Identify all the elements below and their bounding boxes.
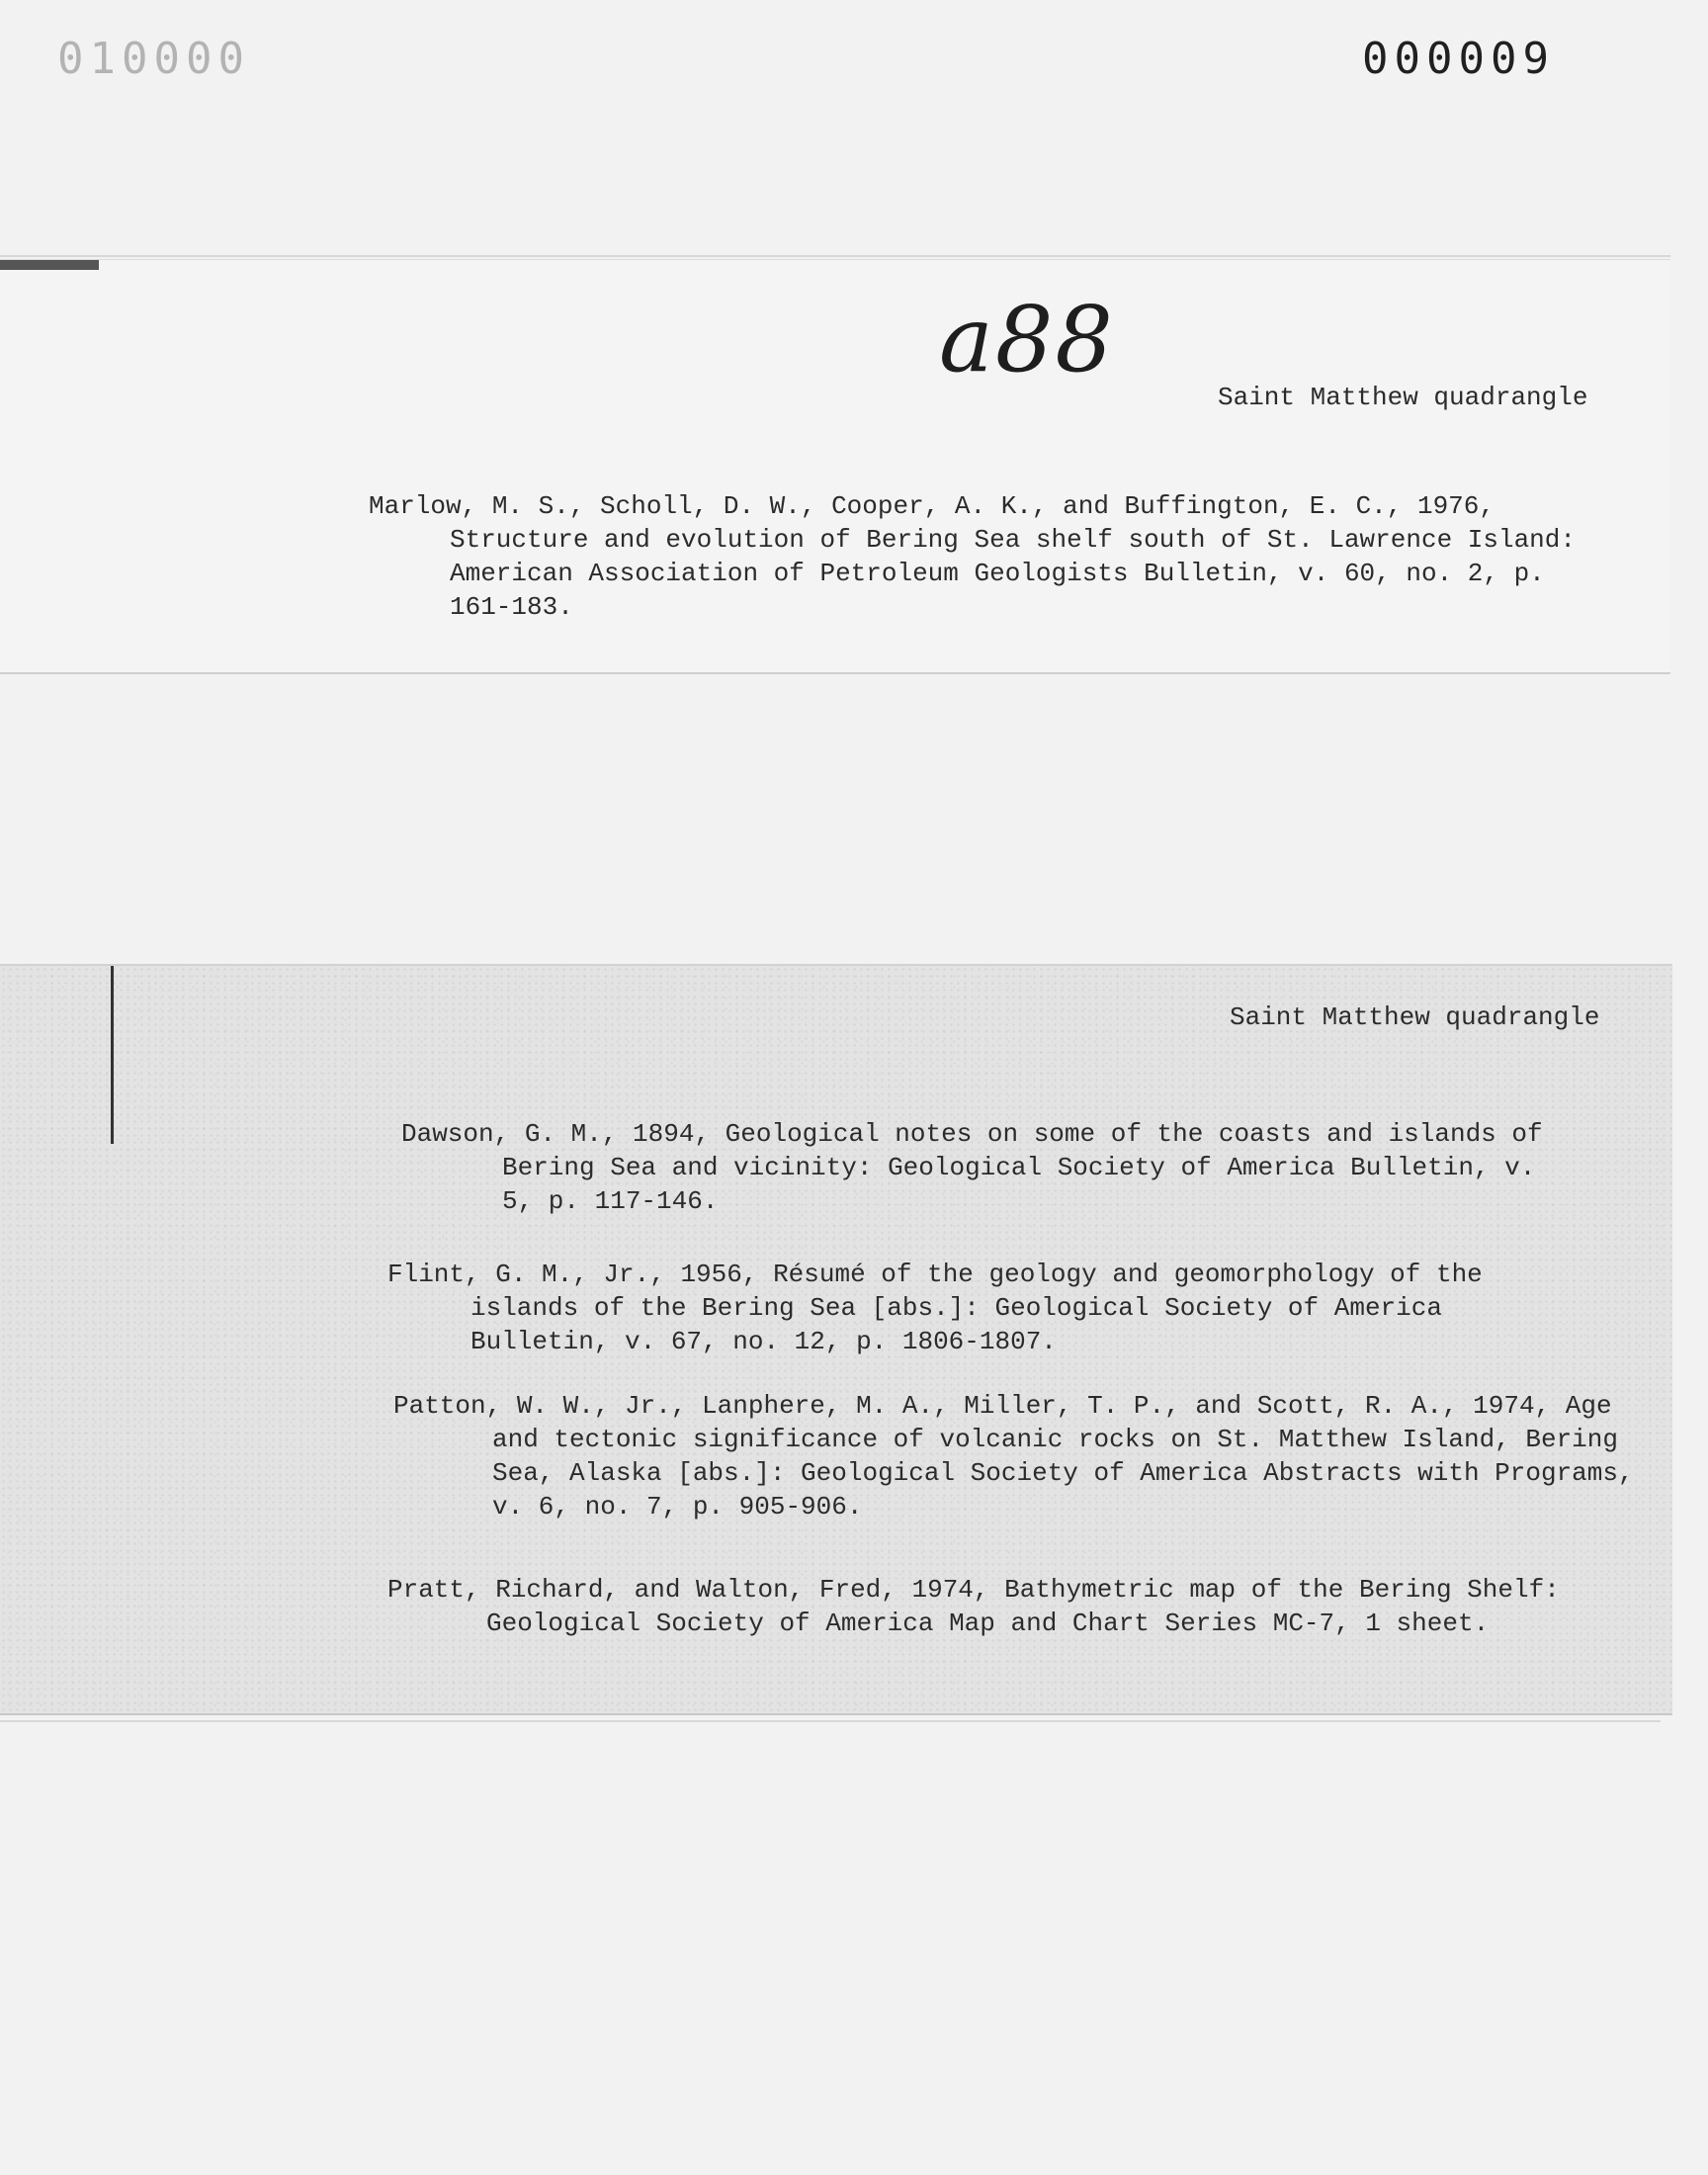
divider [0,1720,1661,1722]
citation-entry: Dawson, G. M., 1894, Geological notes on some of the coasts and islands of Bering Sea and vicinity: Geological Society of America Bulletin, v. 5, p. 117-146. [401,1119,1543,1216]
quadrangle-label: Saint Matthew quadrangle [1218,383,1588,412]
page-number-right: 000009 [1362,34,1555,84]
divider [0,255,1670,257]
card-edge-mark [0,260,99,270]
citation-entry: Marlow, M. S., Scholl, D. W., Cooper, A. K., and Buffington, E. C., 1976, Structure and evolution of Bering Sea shelf south of St. Lawrence Island: American Association of Petroleum Geologists Bulletin, v. 60, no. 2, p. 161-183. [369,491,1576,622]
catalog-card-1 [0,259,1670,674]
citation-entry: Flint, G. M., Jr., 1956, Résumé of the geology and geomorphology of the islands of the Bering Sea [abs.]: Geological Society of America Bulletin, v. 67, no. 12, p. 1806-1807. [387,1260,1483,1356]
citation-entry: Patton, W. W., Jr., Lanphere, M. A., Miller, T. P., and Scott, R. A., 1974, Age and tectonic significance of volcanic rocks on St. Matthew Island, Bering Sea, Alaska [abs.]: Geological Society of America Abstracts with Programs, v. 6, no. 7, p. 905-906. [393,1391,1634,1522]
page-number-left: 010000 [57,34,250,84]
handwritten-note: a88 [939,287,1115,392]
citation-entry: Pratt, Richard, and Walton, Fred, 1974, Bathymetric map of the Bering Shelf: Geological Society of America Map and Chart Series MC-7, 1 sheet. [387,1575,1560,1638]
catalog-card-2 [0,964,1672,1715]
card-edge-mark [111,966,114,1144]
quadrangle-label: Saint Matthew quadrangle [1230,1002,1600,1032]
